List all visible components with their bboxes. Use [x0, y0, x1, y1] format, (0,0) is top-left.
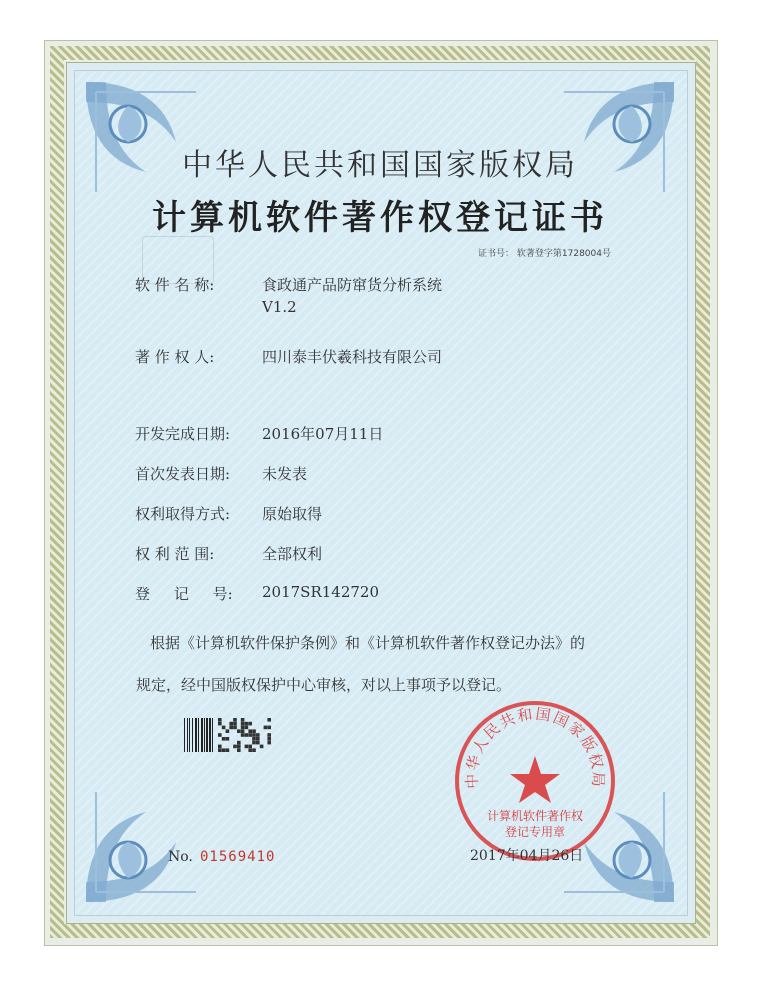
code-module	[226, 729, 230, 733]
barcode-bar	[209, 718, 211, 752]
code-module	[237, 741, 241, 745]
barcode-bar	[201, 718, 203, 752]
seal-text-line1: 计算机软件著作权	[486, 809, 584, 823]
code-module	[237, 748, 241, 752]
code-module	[256, 737, 260, 741]
code-module	[218, 748, 222, 752]
acquire-method-value: 原始取得	[262, 505, 323, 523]
code-module	[222, 748, 226, 752]
code-module	[241, 718, 245, 722]
code-module	[218, 745, 222, 749]
code-module	[222, 726, 226, 730]
code-module	[241, 726, 245, 730]
software-name-value: 食政通产品防窜货分析系统	[262, 276, 443, 294]
code-module	[252, 737, 256, 741]
barcode-bar	[195, 718, 197, 752]
code-module	[233, 718, 237, 722]
code-module	[241, 722, 245, 726]
code-module	[248, 729, 252, 733]
software-version: V1.2	[262, 298, 297, 316]
code-module	[233, 722, 237, 726]
barcode-bar	[198, 718, 199, 752]
barcode-bar	[192, 718, 193, 752]
pub-date-value: 未发表	[262, 465, 308, 483]
reg-no-value: 2017SR142720	[262, 583, 380, 601]
scope-value: 全部权利	[262, 545, 323, 563]
code-module	[222, 737, 226, 741]
code-module	[252, 741, 256, 745]
dev-date-value: 2016年07月11日	[262, 425, 384, 443]
barcode-bar	[189, 718, 190, 752]
barcode-bar	[184, 718, 185, 752]
code-module	[229, 726, 233, 730]
code-module	[252, 729, 256, 733]
reg-no-label: 登 记 号:	[135, 585, 233, 603]
issue-date: 2017年04月26日	[470, 848, 584, 864]
code-module	[248, 722, 252, 726]
software-name-label: 软 件 名 称:	[135, 276, 215, 294]
scope-label: 权 利 范 围:	[135, 545, 215, 563]
code-module	[248, 745, 252, 749]
seal-star-icon	[510, 756, 560, 803]
pub-date-label: 首次发表日期:	[135, 465, 231, 483]
barcode-bar	[204, 718, 205, 752]
code-module	[267, 718, 271, 722]
certificate-number	[478, 246, 611, 259]
code-module	[267, 726, 271, 730]
code-module	[264, 726, 268, 730]
barcode	[184, 716, 272, 754]
code-module	[248, 748, 252, 752]
code-module	[218, 722, 222, 726]
code-module	[237, 745, 241, 749]
code-module	[218, 718, 222, 722]
code-module	[267, 741, 271, 745]
corner-ornament-bottom-left	[76, 772, 216, 912]
code-module	[226, 748, 230, 752]
code-module	[245, 745, 249, 749]
seal-ring-text: 中华人民共和国国家版权局	[462, 704, 608, 790]
official-seal	[450, 696, 620, 866]
code-module	[245, 722, 249, 726]
code-module	[233, 745, 237, 749]
barcode-bar	[187, 718, 188, 752]
code-module	[252, 733, 256, 737]
code-module	[267, 737, 271, 741]
code-module	[237, 729, 241, 733]
code-module	[256, 741, 260, 745]
issuing-authority: 中华人民共和国国家版权局	[182, 148, 578, 183]
owner-label: 著 作 权 人:	[135, 348, 215, 366]
barcode-bar	[206, 718, 208, 752]
certificate-title: 计算机软件著作权登记证书	[152, 198, 608, 238]
code-module	[248, 733, 252, 737]
serial-number-value: 01569410	[200, 849, 276, 865]
legal-basis-line1: 根据《计算机软件保护条例》和《计算机软件著作权登记办法》的	[150, 634, 586, 652]
code-module	[267, 733, 271, 737]
code-module	[260, 745, 264, 749]
dev-date-label: 开发完成日期:	[135, 425, 231, 443]
code-module	[226, 737, 230, 741]
seal-text-line2: 登记专用章	[504, 825, 566, 839]
barcode-bar	[212, 718, 213, 752]
code-module	[252, 748, 256, 752]
serial-number-label: No.	[168, 849, 193, 865]
code-module	[229, 722, 233, 726]
owner-value: 四川泰丰伏羲科技有限公司	[262, 348, 443, 366]
code-module	[233, 726, 237, 730]
code-module	[245, 726, 249, 730]
code-module	[241, 729, 245, 733]
cert-no-label: 证书号：	[478, 249, 515, 259]
acquire-method-label: 权利取得方式:	[135, 505, 231, 523]
code-module	[245, 733, 249, 737]
code-module	[218, 733, 222, 737]
cert-no-value: 软著登字第1728004号	[516, 249, 611, 259]
code-module	[256, 733, 260, 737]
legal-basis-line2: 规定，经中国版权保护中心审核，对以上事项予以登记。	[136, 676, 512, 694]
code-module	[241, 733, 245, 737]
